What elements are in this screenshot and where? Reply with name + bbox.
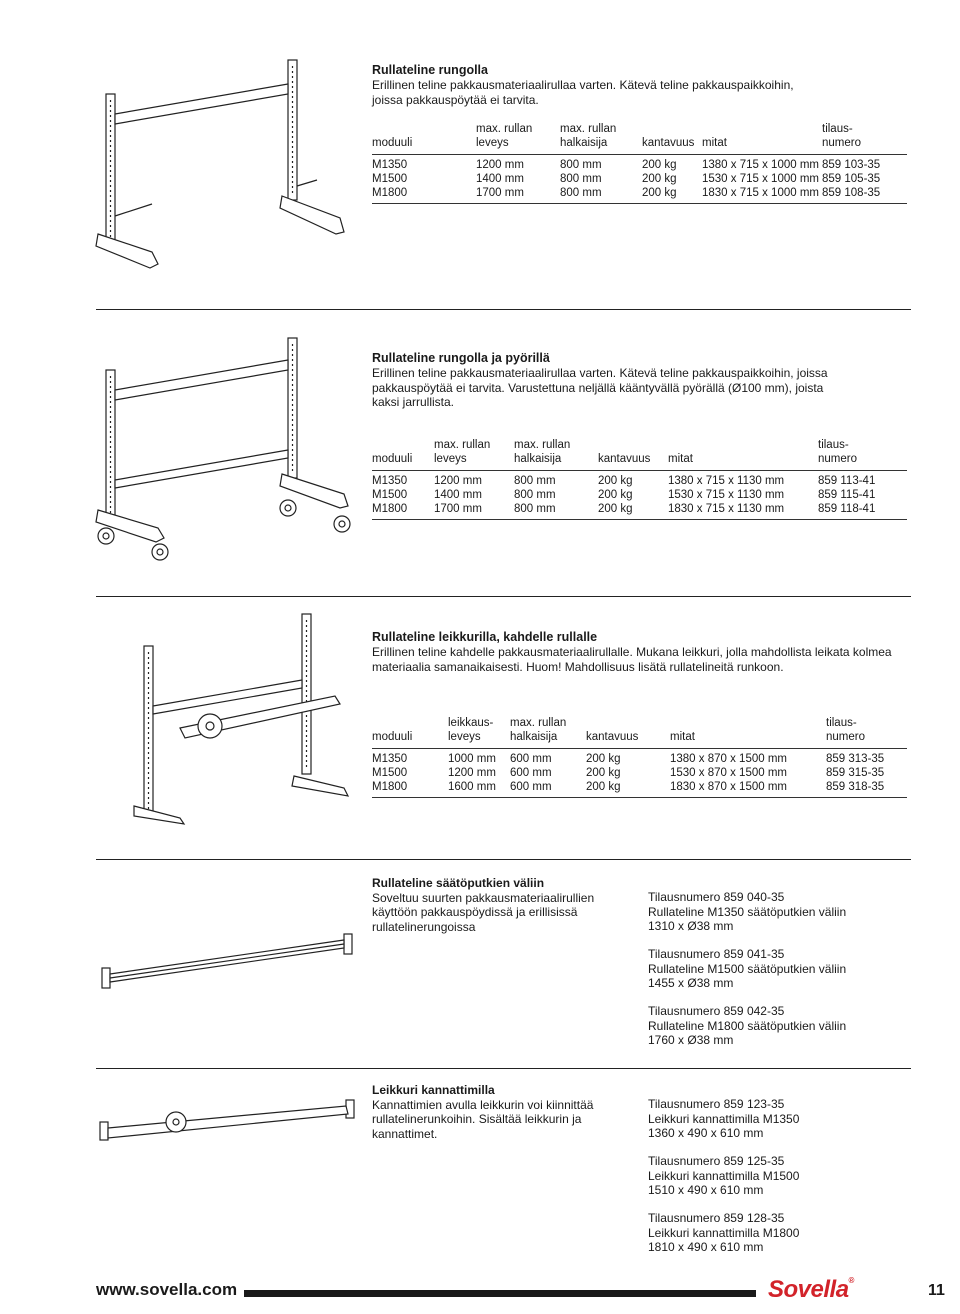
table-cell: 1530 x 715 x 1130 mm — [668, 488, 785, 501]
table-row — [372, 502, 907, 520]
section-divider — [96, 596, 911, 597]
table-cell: 1830 x 715 x 1130 mm — [668, 502, 818, 520]
table-header: mitat — [670, 731, 695, 743]
table-cell: 1700 mm — [476, 186, 560, 204]
table-cell: 800 mm — [514, 488, 556, 501]
section-divider — [96, 309, 911, 310]
table-cell: 200 kg — [642, 186, 702, 204]
roll-stand-cutter-illustration — [130, 606, 370, 826]
section-title: Rullateline leikkurilla, kahdelle rullalle — [372, 630, 598, 644]
table-cell: 200 kg — [598, 488, 633, 501]
order-info — [648, 1154, 868, 1198]
table-header: max. rullan leveys — [476, 123, 533, 149]
table-cell: M1800 — [372, 186, 476, 204]
order-desc: Leikkuri kannattimilla M1350 — [648, 1111, 800, 1126]
cutter-brackets-illustration — [96, 1096, 362, 1152]
order-number: Tilausnumero 859 042-35 — [648, 1004, 785, 1018]
table-cell: M1350 — [372, 158, 408, 171]
footer-bar — [244, 1290, 756, 1297]
order-size: 1360 x 490 x 610 mm — [648, 1126, 764, 1140]
table-header-row — [372, 438, 907, 466]
order-info — [648, 947, 868, 991]
table-row — [372, 748, 907, 766]
table-cell: 1830 x 715 x 1000 mm — [702, 186, 822, 204]
table-cell: 200 kg — [586, 752, 621, 765]
order-size: 1760 x Ø38 mm — [648, 1033, 734, 1047]
table-cell: 800 mm — [560, 158, 602, 171]
order-desc: Rullateline M1800 säätöputkien väliin — [648, 1018, 847, 1033]
order-desc: Leikkuri kannattimilla M1500 — [648, 1168, 800, 1183]
table-header: kantavuus — [598, 453, 651, 465]
table-cell: M1500 — [372, 766, 408, 779]
table-cell: 200 kg — [642, 158, 677, 171]
order-size: 1455 x Ø38 mm — [648, 976, 734, 990]
table-cell: 1200 mm — [448, 766, 496, 779]
table-cell: 1530 x 870 x 1500 mm — [670, 766, 787, 779]
order-desc: Rullateline M1350 säätöputkien väliin — [648, 904, 847, 919]
table-cell: 1200 mm — [476, 158, 524, 171]
table-header: leikkaus- leveys — [448, 717, 494, 743]
table-cell: 859 103-35 — [822, 158, 881, 171]
table-cell: 200 kg — [642, 172, 677, 185]
footer-website-link[interactable]: www.sovella.com — [96, 1280, 238, 1299]
section-title: Rullateline rungolla — [372, 63, 488, 77]
table-header: max. rullan halkaisija — [560, 123, 617, 149]
order-number: Tilausnumero 859 125-35 — [648, 1154, 785, 1168]
table-cell: 600 mm — [510, 766, 552, 779]
order-number: Tilausnumero 859 040-35 — [648, 890, 785, 904]
spec-table — [372, 716, 907, 798]
table-cell: 800 mm — [514, 502, 598, 520]
table-cell: 1830 x 870 x 1500 mm — [670, 780, 826, 798]
table-header: max. rullan leveys — [434, 439, 491, 465]
section-description: Erillinen teline kahdelle pakkausmateriaalirullalle. Mukana leikkuri, jolla mahdollista leikata kolmea materiaalia samanaikaisesti. Huom! Mahdollisuus lisätä rullatelineitä runkoon. — [372, 645, 892, 674]
table-cell: 1200 mm — [434, 474, 482, 487]
order-number: Tilausnumero 859 128-35 — [648, 1211, 785, 1225]
table-cell: M1800 — [372, 780, 448, 798]
product-description: Soveltuu suurten pakkausmateriaalirullien käyttöön pakkauspöydissä ja erillisissä rullatelinerungoissa — [372, 890, 595, 934]
table-cell: 859 313-35 — [826, 752, 885, 765]
table-cell: M1350 — [372, 752, 408, 765]
table-cell: 859 118-41 — [818, 502, 907, 520]
order-size: 1310 x Ø38 mm — [648, 919, 734, 933]
spec-table — [372, 438, 907, 520]
table-header-row — [372, 122, 907, 150]
product-title: Rullateline säätöputkien väliin — [372, 876, 545, 890]
order-size: 1510 x 490 x 610 mm — [648, 1183, 764, 1197]
order-info — [648, 890, 868, 934]
table-header: kantavuus — [586, 731, 639, 743]
order-info — [648, 1211, 868, 1255]
table-row — [372, 154, 907, 172]
table-row — [372, 172, 907, 186]
order-info — [648, 1097, 868, 1141]
table-header: moduuli — [372, 453, 413, 465]
table-cell: 1400 mm — [476, 172, 524, 185]
table-header-row — [372, 716, 907, 744]
table-cell: 600 mm — [510, 780, 586, 798]
table-header: kantavuus — [642, 137, 695, 149]
product-description: Kannattimien avulla leikkurin voi kiinnittää rullatelinerunkoihin. Sisältää leikkurin ja kannattimet. — [372, 1097, 594, 1141]
table-cell: 800 mm — [560, 172, 602, 185]
table-header: tilaus- numero — [818, 439, 857, 465]
order-number: Tilausnumero 859 123-35 — [648, 1097, 785, 1111]
table-row — [372, 470, 907, 488]
table-cell: 800 mm — [514, 474, 556, 487]
table-cell: M1350 — [372, 474, 408, 487]
table-cell: 1600 mm — [448, 780, 510, 798]
table-cell: 859 105-35 — [822, 172, 881, 185]
table-cell: 1380 x 870 x 1500 mm — [670, 752, 787, 765]
table-cell: 859 113-41 — [818, 474, 876, 487]
section-description: Erillinen teline pakkausmateriaalirullaa varten. Kätevä teline pakkauspaikkoihin, joissa pakkauspöytää ei tarvita. Varustettuna neljällä kääntyvällä pyörällä (Ø100 mm), joista kaksi jarrullista. — [372, 366, 828, 409]
order-size: 1810 x 490 x 610 mm — [648, 1240, 764, 1254]
table-header: moduuli — [372, 731, 413, 743]
table-row — [372, 488, 907, 502]
page-number: 11 — [928, 1282, 945, 1299]
table-header: tilaus- numero — [826, 717, 865, 743]
order-info — [648, 1004, 868, 1048]
table-cell: 859 108-35 — [822, 186, 907, 204]
order-number: Tilausnumero 859 041-35 — [648, 947, 785, 961]
section-title: Rullateline rungolla ja pyörillä — [372, 351, 550, 365]
table-cell: 200 kg — [598, 502, 668, 520]
table-cell: 859 318-35 — [826, 780, 907, 798]
table-cell: 1000 mm — [448, 752, 496, 765]
order-desc: Rullateline M1500 säätöputkien väliin — [648, 961, 847, 976]
table-row — [372, 780, 907, 798]
table-cell: M1500 — [372, 172, 408, 185]
roll-stand-illustration — [92, 56, 362, 276]
table-cell: 200 kg — [586, 766, 621, 779]
table-header: max. rullan halkaisija — [514, 439, 571, 465]
table-header: moduuli — [372, 137, 413, 149]
table-cell: 1380 x 715 x 1000 mm — [702, 158, 819, 171]
table-header: mitat — [668, 453, 693, 465]
order-desc: Leikkuri kannattimilla M1800 — [648, 1225, 800, 1240]
table-cell: 800 mm — [560, 186, 642, 204]
table-cell: 1700 mm — [434, 502, 514, 520]
table-cell: 1530 x 715 x 1000 mm — [702, 172, 819, 185]
section-divider — [96, 1068, 911, 1069]
table-row — [372, 766, 907, 780]
table-header: tilaus- numero — [822, 123, 861, 149]
roll-stand-wheels-illustration — [92, 330, 362, 570]
section-description: Erillinen teline pakkausmateriaalirullaa varten. Kätevä teline pakkauspaikkoihin, joissa pakkauspöytää ei tarvita. — [372, 78, 794, 107]
table-cell: 859 315-35 — [826, 766, 885, 779]
table-cell: 1400 mm — [434, 488, 482, 501]
table-cell: 200 kg — [586, 780, 670, 798]
sovella-logo: Sovella® — [768, 1276, 854, 1303]
product-title: Leikkuri kannattimilla — [372, 1083, 495, 1097]
table-cell: M1800 — [372, 502, 434, 520]
table-cell: 200 kg — [598, 474, 633, 487]
table-cell: 600 mm — [510, 752, 552, 765]
table-row — [372, 186, 907, 204]
tube-roll-holder-illustration — [96, 928, 362, 1008]
table-header: max. rullan halkaisija — [510, 717, 567, 743]
table-cell: 1380 x 715 x 1130 mm — [668, 474, 785, 487]
table-cell: M1500 — [372, 488, 408, 501]
section-divider — [96, 859, 911, 860]
spec-table — [372, 122, 907, 204]
table-cell: 859 115-41 — [818, 488, 876, 501]
table-header: mitat — [702, 137, 727, 149]
